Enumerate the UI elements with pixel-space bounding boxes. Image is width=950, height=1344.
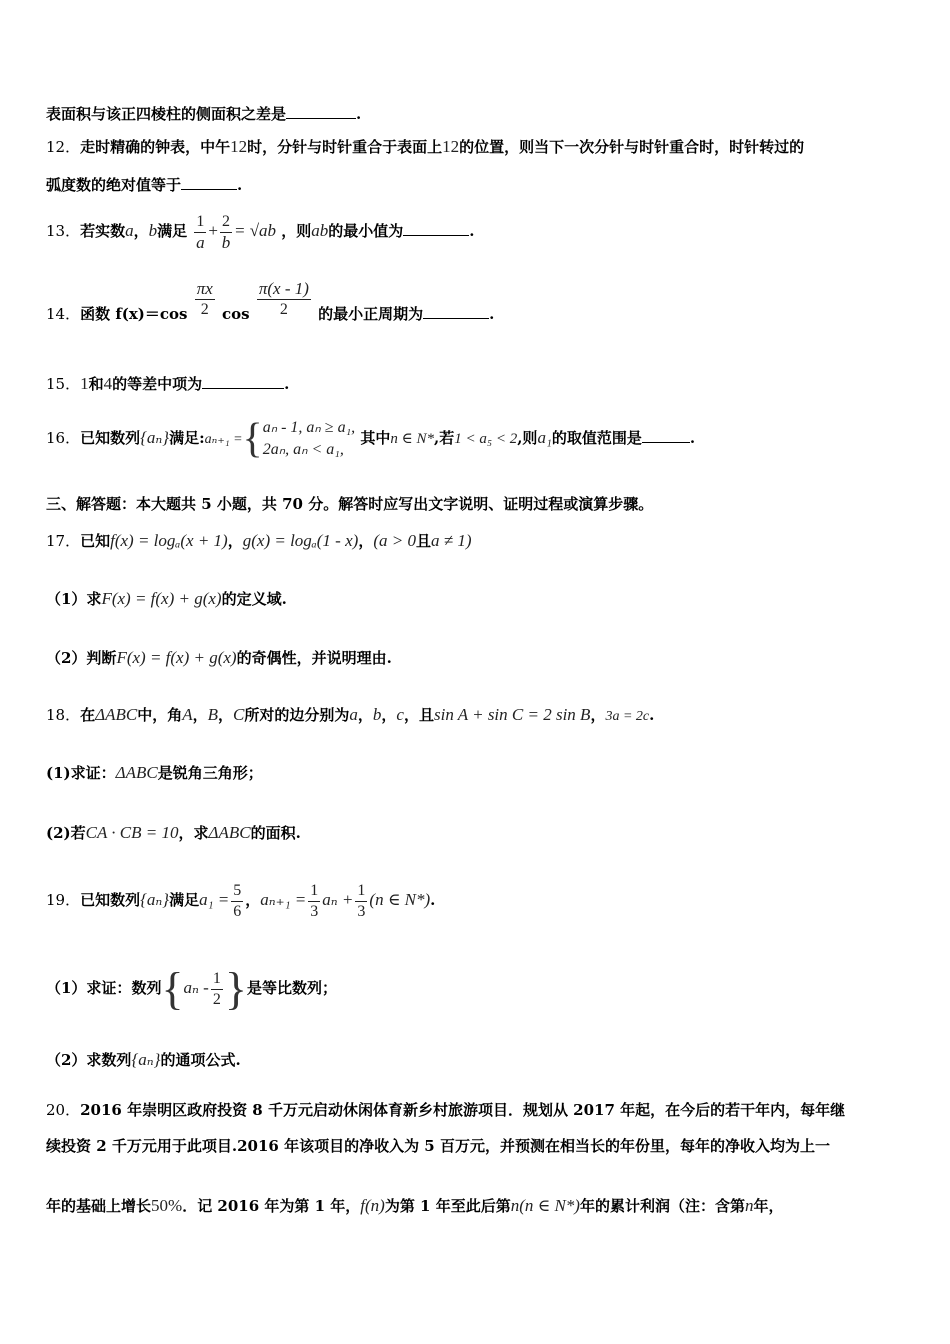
- q14: 14．函数 f(x)＝cos $\frac{\pi x}{2}$ cos $\frac{\pi(x - 1)}{2}$ 的最小正周期为 .: [46, 279, 495, 323]
- fraction: $\frac{1}{a}$: [196, 212, 205, 252]
- fraction: $\frac{1}{3}$: [310, 881, 319, 920]
- answer-blank[interactable]: [181, 175, 237, 190]
- answer-blank[interactable]: [403, 221, 469, 236]
- q11-tail: 表面积与该正四棱柱的侧面积之差是 .: [46, 105, 362, 123]
- fraction: $\frac{1}{3}$: [357, 881, 366, 920]
- q20-line1: 20．2016 年崇明区政府投资 8 千万元启动休闲体育新乡村旅游项目．规划从 2017 年起，在今后的若干年内，每年继: [46, 1101, 846, 1119]
- q20-line2: 续投资 2 千万元用于此项目.2016 年该项目的净收入为 5 百万元，并预测在相当长的年份里，每年的净收入均为上一: [46, 1137, 830, 1155]
- q20-line3: 年的基础上增长50%．记 2016 年为第 1 年，f(n)为第 1 年至此后第n(n ∈ N*)年的累计利润（注：含第n年，: [46, 1196, 784, 1215]
- fraction: $\frac{\pi(x - 1)}{2}$: [258, 279, 309, 318]
- answer-blank[interactable]: [642, 428, 690, 443]
- q18-part2: (2)若CA · CB = 10，求ΔABC的面积.: [46, 823, 301, 842]
- q17-part1: （1）求F(x) = f(x) + g(x)的定义域.: [46, 589, 287, 608]
- q16: 16．已知数列{aₙ}满足:aₙ₊₁ ={ aₙ - 1, aₙ ≥ a₁, 2aₙ, aₙ < a₁, 其中n ∈ N*,若1 < a₅ < 2,则a₁的取值范围是 .: [46, 416, 696, 462]
- answer-blank[interactable]: [423, 304, 489, 319]
- fraction: $\frac{2}{b}$: [221, 212, 231, 252]
- answer-blank[interactable]: [202, 374, 284, 389]
- section-3-heading: 三、解答题：本大题共 5 小题，共 70 分。解答时应写出文字说明、证明过程或演算步骤。: [46, 495, 654, 513]
- q18: 18．在ΔABC中，角A，B，C所对的边分别为a，b，c，且sin A + sin C = 2 sin B，3a = 2c.: [46, 705, 655, 724]
- q17: 17．已知f(x) = logₐ(x + 1)，g(x) = logₐ(1 - x)，(a > 0且a ≠ 1): [46, 531, 472, 550]
- q19-part2: （2）求数列{aₙ}的通项公式.: [46, 1050, 241, 1069]
- q18-part1: (1)求证：ΔABC是锐角三角形；: [46, 763, 263, 782]
- q12-line1: 12．走时精确的钟表，中午12时，分针与时针重合于表面上12的位置，则当下一次分针与时针重合时，时针转过的: [46, 137, 805, 156]
- q13: 13．若实数a，b满足 $\frac{1}{a}$ + $\frac{2}{b}$ = √ab ，则ab的最小值为 .: [46, 212, 475, 252]
- answer-blank[interactable]: [286, 104, 356, 119]
- q19: 19．已知数列{aₙ}满足a₁ = $\frac{5}{6}$ ，aₙ₊₁ = $\frac{1}{3}$ aₙ + $\frac{1}{3}$ (n ∈ N*).: [46, 881, 436, 920]
- q15: 15．1和4的等差中项为 .: [46, 374, 290, 393]
- q12-line2: 弧度数的绝对值等于 .: [46, 176, 243, 194]
- q19-part1: （1）求证：数列{aₙ - $\frac{1}{2}$ }是等比数列；: [46, 963, 337, 1014]
- q17-part2: （2）判断F(x) = f(x) + g(x)的奇偶性，并说明理由.: [46, 648, 392, 667]
- fraction: $\frac{1}{2}$: [212, 969, 221, 1008]
- fraction: $\frac{5}{6}$: [233, 881, 242, 920]
- piecewise-cases: aₙ - 1, aₙ ≥ a₁, 2aₙ, aₙ < a₁,: [262, 419, 356, 458]
- fraction: $\frac{\pi x}{2}$: [196, 279, 213, 318]
